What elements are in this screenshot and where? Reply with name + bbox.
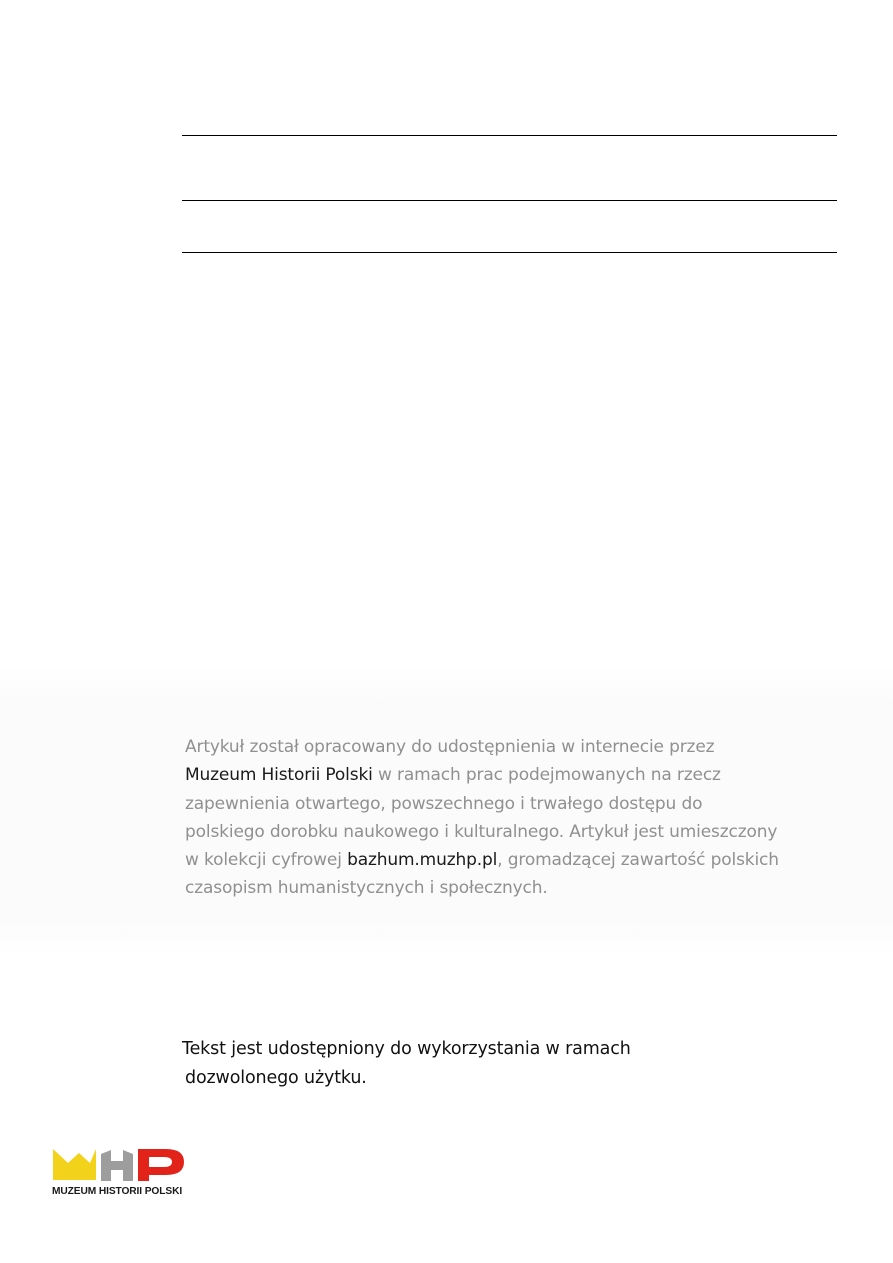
article-info-line-1: Artykuł został opracowany do udostępnienia w internecie przez — [185, 737, 715, 757]
header-rule-middle — [182, 200, 837, 201]
usage-notice-line-2: dozwolonego użytku. — [185, 1068, 367, 1088]
article-info-line-2 — [185, 761, 825, 789]
museum-link[interactable]: Muzeum Historii Polski — [185, 765, 373, 786]
article-info-line-2-rest: w ramach prac podejmowanych na rzecz — [372, 765, 721, 786]
logo-p-shape — [138, 1149, 184, 1181]
usage-notice-line-1: Tekst jest udostępniony do wykorzystania w ramach — [182, 1039, 631, 1059]
article-info-line-4: polskiego dorobku naukowego i kulturalnego. Artykuł jest umieszczony — [185, 821, 778, 842]
usage-notice — [182, 1035, 702, 1093]
logo-crown-dot — [76, 1155, 83, 1162]
header-rule-top — [182, 135, 837, 136]
logo-caption: MUZEUM HISTORII POLSKI — [52, 1186, 183, 1197]
muzeum-historii-polski-logo — [52, 1146, 192, 1202]
article-info-line-5-start: w kolekcji cyfrowej — [185, 850, 348, 871]
article-info-line-3: zapewnienia otwartego, powszechnego i trwałego dostępu do — [185, 793, 703, 814]
logo-crown-shape — [53, 1149, 96, 1180]
bazhum-link[interactable]: bazhum.muzhp.pl — [347, 850, 498, 871]
header-rule-bottom — [182, 252, 837, 253]
article-info-line-5 — [185, 846, 825, 874]
article-info-line-5-rest: , gromadzącej zawartość polskich — [497, 850, 779, 871]
mhp-logo-mark — [52, 1146, 192, 1186]
article-info-line-6: czasopism humanistycznych i społecznych. — [185, 878, 548, 899]
logo-h-shape — [101, 1150, 133, 1181]
article-info-paragraph — [185, 733, 825, 903]
